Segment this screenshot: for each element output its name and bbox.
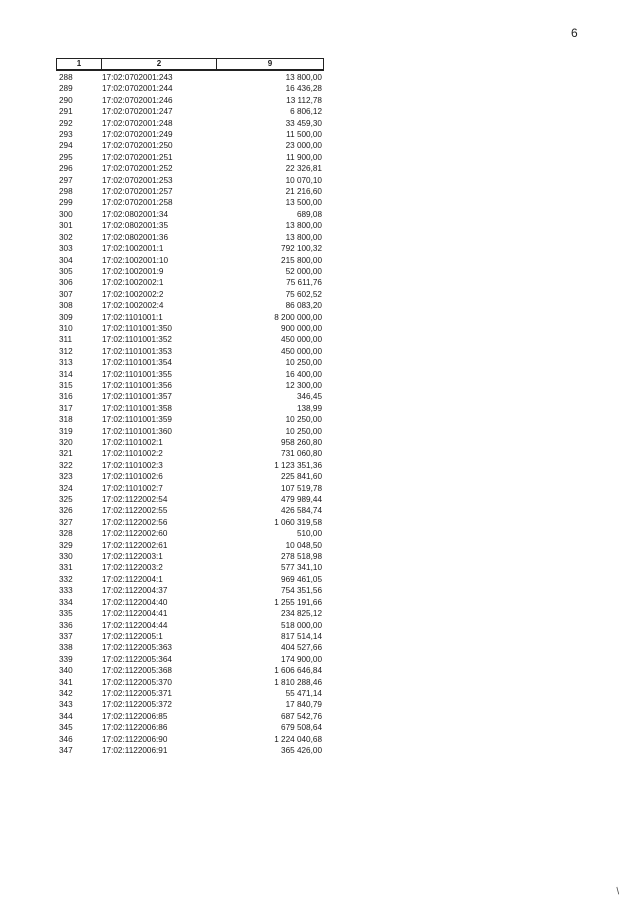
table-row (56, 163, 324, 174)
cadastral-number: 17:02:0802001:35 (102, 221, 169, 231)
cadastral-number: 17:02:0702001:251 (102, 152, 173, 162)
cadastral-value: 6 806,12 (290, 107, 322, 117)
table-row (56, 220, 324, 231)
cadastral-value: 1 255 191,66 (274, 597, 322, 607)
cadastral-value: 679 508,64 (281, 723, 322, 733)
table-row (56, 654, 324, 665)
row-number: 308 (59, 301, 73, 311)
table-body (56, 72, 324, 756)
cadastral-value: 1 060 319,58 (274, 517, 322, 527)
cadastral-number: 17:02:1122005:363 (102, 643, 172, 653)
row-number: 343 (59, 700, 73, 710)
table-row (56, 152, 324, 163)
cadastral-value: 10 250,00 (285, 358, 322, 368)
table-row (56, 562, 324, 573)
table-row (56, 711, 324, 722)
cadastral-number: 17:02:0702001:249 (102, 130, 173, 140)
table-row (56, 688, 324, 699)
row-number: 306 (59, 278, 73, 288)
table-row (56, 391, 324, 402)
cadastral-value: 958 260,80 (281, 438, 322, 447)
cadastral-value: 731 060,80 (281, 449, 322, 459)
table-row (56, 243, 324, 254)
cadastral-number: 17:02:1122005:372 (102, 700, 172, 710)
cadastral-number: 17:02:0702001:244 (102, 84, 173, 94)
row-number: 298 (59, 187, 73, 197)
cadastral-value: 792 100,32 (281, 244, 322, 254)
cadastral-number: 17:02:1101001:357 (102, 392, 172, 402)
cadastral-number: 17:02:1122004:44 (102, 620, 168, 630)
table-row (56, 494, 324, 505)
cadastral-number: 17:02:1101001:356 (102, 380, 172, 390)
cadastral-number: 17:02:1122005:370 (102, 677, 172, 687)
cadastral-number: 17:02:1002001:9 (102, 266, 164, 276)
cadastral-number: 17:02:1122006:86 (102, 723, 168, 733)
table-row (56, 380, 324, 391)
table-row (56, 323, 324, 334)
cadastral-value: 86 083,20 (285, 301, 322, 311)
row-number: 342 (59, 688, 73, 698)
table-row (56, 403, 324, 414)
table-row (56, 528, 324, 539)
cadastral-number: 17:02:0702001:246 (102, 95, 173, 105)
column-header-2: 2 (102, 59, 217, 69)
cadastral-number: 17:02:1122005:368 (102, 666, 172, 676)
row-number: 289 (59, 84, 73, 94)
cadastral-number: 17:02:1101001:1 (102, 312, 163, 322)
cadastral-number: 17:02:1122002:60 (102, 529, 168, 539)
cadastral-value: 754 351,56 (281, 586, 322, 596)
row-number: 335 (59, 609, 73, 619)
cadastral-value: 426 584,74 (281, 506, 322, 516)
row-number: 315 (59, 380, 73, 390)
corner-mark: / (614, 886, 623, 897)
row-number: 317 (59, 403, 73, 413)
column-header-1: 1 (57, 59, 102, 69)
row-number: 336 (59, 620, 73, 630)
row-number: 347 (59, 745, 73, 755)
cadastral-value: 174 900,00 (281, 654, 322, 664)
table-row (56, 642, 324, 653)
table-row (56, 631, 324, 642)
cadastral-value: 13 112,78 (286, 95, 322, 105)
row-number: 321 (59, 449, 73, 459)
cadastral-value: 16 400,00 (285, 369, 322, 379)
cadastral-number: 17:02:1101001:352 (102, 335, 172, 345)
table-row (56, 483, 324, 494)
cadastral-value: 22 326,81 (285, 164, 322, 174)
table-row (56, 426, 324, 437)
table-row (56, 197, 324, 208)
row-number: 311 (59, 335, 73, 345)
table-row (56, 734, 324, 745)
cadastral-value: 75 611,76 (286, 278, 322, 288)
cadastral-value: 278 518,98 (281, 552, 322, 562)
table-row (56, 505, 324, 516)
row-number: 292 (59, 118, 73, 128)
cadastral-number: 17:02:1101001:353 (102, 346, 172, 356)
cadastral-value: 107 519,78 (281, 483, 322, 493)
table-row (56, 83, 324, 94)
cadastral-value: 365 426,00 (281, 745, 322, 755)
row-number: 305 (59, 266, 73, 276)
row-number: 310 (59, 323, 73, 333)
cadastral-number: 17:02:0702001:253 (102, 175, 173, 185)
cadastral-number: 17:02:1122002:55 (102, 506, 168, 516)
row-number: 322 (59, 460, 73, 470)
cadastral-number: 17:02:1101001:354 (102, 358, 172, 368)
cadastral-value: 1 606 646,84 (274, 666, 322, 676)
cadastral-number: 17:02:1122005:1 (102, 631, 163, 641)
row-number: 337 (59, 631, 73, 641)
table-row (56, 118, 324, 129)
cadastral-value: 23 000,00 (285, 141, 322, 151)
cadastral-value: 510,00 (296, 529, 322, 539)
table-row (56, 175, 324, 186)
cadastral-value: 13 800,00 (285, 221, 322, 231)
row-number: 338 (59, 643, 73, 653)
cadastral-number: 17:02:1122004:41 (102, 609, 168, 619)
row-number: 312 (59, 346, 73, 356)
table-row (56, 448, 324, 459)
cadastral-number: 17:02:0802001:36 (102, 232, 169, 242)
cadastral-number: 17:02:0702001:248 (102, 118, 173, 128)
row-number: 300 (59, 209, 73, 219)
cadastral-value: 75 602,52 (285, 289, 322, 299)
cadastral-value: 55 471,14 (285, 688, 322, 698)
row-number: 339 (59, 654, 73, 664)
row-number: 327 (59, 517, 73, 527)
table-row (56, 745, 324, 756)
cadastral-value: 11 500,00 (286, 130, 322, 140)
table-row (56, 369, 324, 380)
table-row (56, 255, 324, 266)
column-header-9: 9 (267, 59, 273, 68)
row-number: 297 (59, 175, 73, 185)
cadastral-value: 577 341,10 (281, 563, 322, 573)
row-number: 325 (59, 495, 73, 505)
cadastral-value: 234 825,12 (281, 609, 322, 619)
cadastral-number: 17:02:0702001:243 (102, 73, 173, 82)
cadastral-value-table (56, 58, 324, 756)
cadastral-number: 17:02:1122003:1 (102, 552, 163, 562)
table-row (56, 209, 324, 220)
table-row (56, 186, 324, 197)
table-row (56, 414, 324, 425)
cadastral-value: 689,08 (296, 209, 322, 219)
row-number: 299 (59, 198, 73, 208)
row-number: 318 (59, 415, 73, 425)
table-row (56, 140, 324, 151)
cadastral-value: 11 900,00 (286, 152, 322, 162)
cadastral-number: 17:02:1122002:54 (102, 495, 168, 505)
table-header (56, 58, 324, 71)
row-number: 304 (59, 255, 73, 265)
table-row (56, 574, 324, 585)
cadastral-number: 17:02:1101001:350 (102, 323, 172, 333)
cadastral-value: 8 200 000,00 (274, 312, 322, 322)
cadastral-value: 687 542,76 (281, 711, 322, 721)
cadastral-value: 817 514,14 (281, 631, 322, 641)
cadastral-number: 17:02:1101002:1 (102, 438, 163, 447)
cadastral-number: 17:02:1122002:61 (102, 540, 168, 550)
cadastral-number: 17:02:1002001:1 (102, 244, 164, 254)
table-row (56, 312, 324, 323)
cadastral-value: 479 989,44 (281, 495, 322, 505)
table-row (56, 677, 324, 688)
cadastral-value: 1 810 288,46 (274, 677, 322, 687)
cadastral-value: 12 300,00 (285, 380, 322, 390)
cadastral-value: 969 461,05 (281, 574, 322, 584)
row-number: 290 (59, 95, 73, 105)
cadastral-number: 17:02:1101001:358 (102, 403, 172, 413)
row-number: 340 (59, 666, 73, 676)
row-number: 302 (59, 232, 73, 242)
row-number: 328 (59, 529, 73, 539)
cadastral-value: 450 000,00 (281, 346, 322, 356)
table-row (56, 437, 324, 448)
table-row (56, 517, 324, 528)
cadastral-value: 21 216,60 (285, 187, 322, 197)
cadastral-value: 10 048,50 (285, 540, 322, 550)
table-row (56, 266, 324, 277)
table-row (56, 300, 324, 311)
cadastral-number: 17:02:0702001:258 (102, 198, 173, 208)
table-row (56, 608, 324, 619)
table-row (56, 699, 324, 710)
table-row (56, 460, 324, 471)
cadastral-number: 17:02:1002001:10 (102, 255, 169, 265)
row-number: 295 (59, 152, 73, 162)
row-number: 313 (59, 358, 73, 368)
row-number: 332 (59, 574, 73, 584)
cadastral-number: 17:02:0702001:247 (102, 107, 173, 117)
row-number: 293 (59, 130, 73, 140)
table-row (56, 722, 324, 733)
cadastral-number: 17:02:1122004:40 (102, 597, 168, 607)
row-number: 326 (59, 506, 73, 516)
table-row (56, 72, 324, 83)
cadastral-value: 215 800,00 (281, 255, 322, 265)
row-number: 323 (59, 472, 73, 482)
cadastral-value: 13 800,00 (285, 73, 322, 82)
row-number: 301 (59, 221, 73, 231)
cadastral-value: 900 000,00 (281, 323, 322, 333)
cadastral-number: 17:02:1101001:359 (102, 415, 172, 425)
cadastral-value: 16 436,28 (285, 84, 322, 94)
cadastral-number: 17:02:1122005:364 (102, 654, 172, 664)
cadastral-value: 1 224 040,68 (274, 734, 322, 744)
row-number: 345 (59, 723, 73, 733)
cadastral-value: 13 500,00 (285, 198, 322, 208)
cadastral-value: 13 800,00 (285, 232, 322, 242)
row-number: 320 (59, 438, 73, 447)
cadastral-value: 450 000,00 (281, 335, 322, 345)
cadastral-number: 17:02:1101002:6 (102, 472, 163, 482)
cadastral-number: 17:02:1122006:91 (102, 745, 168, 755)
table-row (56, 277, 324, 288)
table-row (56, 597, 324, 608)
cadastral-number: 17:02:1101002:3 (102, 460, 163, 470)
cadastral-number: 17:02:1101002:7 (102, 483, 163, 493)
cadastral-number: 17:02:0802001:34 (102, 209, 169, 219)
cadastral-value: 138,99 (296, 403, 322, 413)
row-number: 346 (59, 734, 73, 744)
table-row (56, 346, 324, 357)
table-row (56, 585, 324, 596)
row-number: 309 (59, 312, 73, 322)
table-row (56, 334, 324, 345)
row-number: 331 (59, 563, 73, 573)
row-number: 288 (59, 73, 73, 82)
cadastral-value: 346,45 (296, 392, 322, 402)
table-row (56, 232, 324, 243)
cadastral-value: 10 250,00 (285, 426, 322, 436)
row-number: 330 (59, 552, 73, 562)
cadastral-value: 52 000,00 (285, 266, 322, 276)
table-row (56, 471, 324, 482)
row-number: 303 (59, 244, 73, 254)
row-number: 294 (59, 141, 73, 151)
cadastral-number: 17:02:1122003:2 (102, 563, 163, 573)
table-row (56, 620, 324, 631)
table-row (56, 129, 324, 140)
cadastral-number: 17:02:1101001:360 (102, 426, 172, 436)
row-number: 316 (59, 392, 73, 402)
row-number: 329 (59, 540, 73, 550)
row-number: 296 (59, 164, 73, 174)
cadastral-number: 17:02:1122005:371 (102, 688, 172, 698)
cadastral-number: 17:02:0702001:257 (102, 187, 173, 197)
table-row (56, 106, 324, 117)
cadastral-number: 17:02:1122002:56 (102, 517, 168, 527)
cadastral-value: 518 000,00 (281, 620, 322, 630)
row-number: 319 (59, 426, 73, 436)
table-row (56, 540, 324, 551)
row-number: 341 (59, 677, 73, 687)
cadastral-number: 17:02:1002002:1 (102, 278, 164, 288)
cadastral-value: 225 841,60 (281, 472, 322, 482)
row-number: 333 (59, 586, 73, 596)
cadastral-number: 17:02:1101002:2 (102, 449, 163, 459)
table-row (56, 357, 324, 368)
table-row (56, 665, 324, 676)
row-number: 324 (59, 483, 73, 493)
table-row (56, 551, 324, 562)
cadastral-value: 10 250,00 (285, 415, 322, 425)
cadastral-value: 10 070,10 (285, 175, 322, 185)
page-number: 6 (571, 26, 578, 40)
cadastral-value: 17 840,79 (285, 700, 322, 710)
row-number: 314 (59, 369, 73, 379)
cadastral-number: 17:02:1002002:2 (102, 289, 164, 299)
row-number: 344 (59, 711, 73, 721)
cadastral-number: 17:02:1122004:37 (102, 586, 168, 596)
cadastral-number: 17:02:0702001:252 (102, 164, 173, 174)
row-number: 291 (59, 107, 73, 117)
cadastral-number: 17:02:1002002:4 (102, 301, 164, 311)
cadastral-number: 17:02:1122004:1 (102, 574, 163, 584)
cadastral-number: 17:02:0702001:250 (102, 141, 173, 151)
cadastral-value: 404 527,66 (281, 643, 322, 653)
cadastral-value: 1 123 351,36 (274, 460, 322, 470)
table-row (56, 95, 324, 106)
cadastral-number: 17:02:1101001:355 (102, 369, 172, 379)
row-number: 334 (59, 597, 73, 607)
row-number: 307 (59, 289, 73, 299)
cadastral-number: 17:02:1122006:90 (102, 734, 168, 744)
table-row (56, 289, 324, 300)
cadastral-number: 17:02:1122006:85 (102, 711, 168, 721)
cadastral-value: 33 459,30 (285, 118, 322, 128)
